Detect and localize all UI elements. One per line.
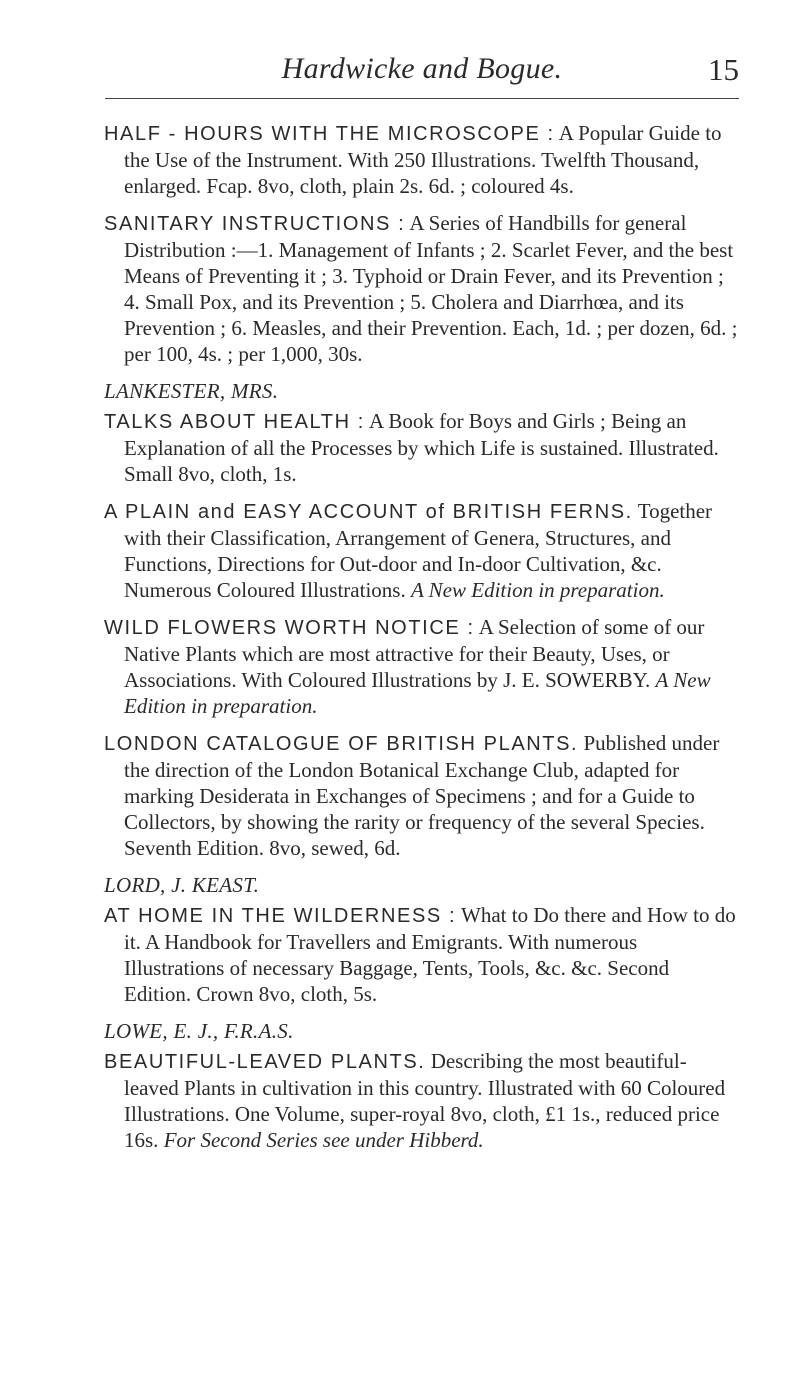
entry-body: Describing the most beautiful-leaved Plants in cultivation in this country. Illustrated with 60 Coloured Illustrations. One Volume, super-royal 8vo, cloth, £1 1s., reduced price 16s. — [124, 1049, 726, 1152]
catalogue-entry — [104, 730, 741, 861]
entry-title: SANITARY INSTRUCTIONS : — [104, 213, 406, 235]
catalogue-entry — [104, 378, 741, 487]
entry-title: LONDON CATALOGUE OF BRITISH PLANTS. — [104, 733, 579, 755]
entry-body: A Selection of some of our Native Plants which are most attractive for their Beauty, Uses, or Associations. With Coloured Illustrations by J. E. SOWERBY. — [124, 615, 705, 692]
entry-title: A PLAIN and EASY ACCOUNT of BRITISH FERNS. — [104, 501, 633, 523]
running-head: Hardwicke and Bogue. — [281, 52, 563, 85]
entry-body: A Popular Guide to the Use of the Instrument. With 250 Illustrations. Twelfth Thousand, enlarged. Fcap. 8vo, cloth, plain 2s. 6d. ; coloured 4s. — [124, 121, 722, 198]
catalogue-entry — [104, 498, 741, 603]
catalogue-entry — [104, 872, 741, 1007]
catalogue-entries — [104, 120, 741, 1164]
entry-body: What to Do there and How to do it. A Handbook for Travellers and Emigrants. With numerous Illustrations of necessary Baggage, Tents, Tools, &c. &c. Second Edition. Crown 8vo, cloth, 5s. — [124, 903, 736, 1006]
entry-note: A New Edition in preparation. — [124, 668, 711, 718]
entry-author: LORD, J. KEAST. — [104, 873, 260, 897]
entry-title: HALF - HOURS WITH THE MICROSCOPE : — [104, 123, 555, 145]
catalogue-entry — [104, 1018, 741, 1153]
entry-title: TALKS ABOUT HEALTH : — [104, 411, 365, 433]
header-rule — [105, 98, 739, 99]
entry-body: A Series of Handbills for general Distribution :—1. Management of Infants ; 2. Scarlet Fever, and the best Means of Preventing it ; 3. Typhoid or Drain Fever, and its Prevention ; 4. Small Pox, and its Prevention ; 5. Cholera and Diarrhœa, and its Prevention ; 6. Measles, and their Prevention. Each, 1d. ; per dozen, 6d. ; per 100, 4s. ; per 1,000, 30s. — [124, 211, 738, 366]
entry-author: LOWE, E. J., F.R.A.S. — [104, 1019, 294, 1043]
catalogue-entry — [104, 120, 741, 199]
entry-body: Together with their Classification, Arrangement of Genera, Structures, and Functions, Directions for Out-door and In-door Cultivation, &c. Numerous Coloured Illustrations. — [124, 499, 713, 602]
catalogue-entry — [104, 210, 741, 367]
entry-body: A Book for Boys and Girls ; Being an Explanation of all the Processes by which Life is sustained. Illustrated. Small 8vo, cloth, 1s. — [124, 409, 719, 486]
page-header — [105, 52, 739, 102]
catalogue-entry — [104, 614, 741, 719]
entry-title: BEAUTIFUL-LEAVED PLANTS. — [104, 1051, 426, 1073]
entry-title: WILD FLOWERS WORTH NOTICE : — [104, 617, 475, 639]
entry-note: A New Edition in preparation. — [410, 578, 665, 602]
entry-body: Published under the direction of the London Botanical Exchange Club, adapted for marking Desiderata in Exchanges of Specimens ; and for a Guide to Collectors, by showing the rarity or frequency of the several Species. Seventh Edition. 8vo, sewed, 6d. — [124, 731, 720, 860]
entry-title: AT HOME IN THE WILDERNESS : — [104, 905, 457, 927]
page-number: 15 — [708, 52, 739, 87]
entry-author: LANKESTER, MRS. — [104, 379, 279, 403]
entry-note: For Second Series see under Hibberd. — [163, 1128, 484, 1152]
